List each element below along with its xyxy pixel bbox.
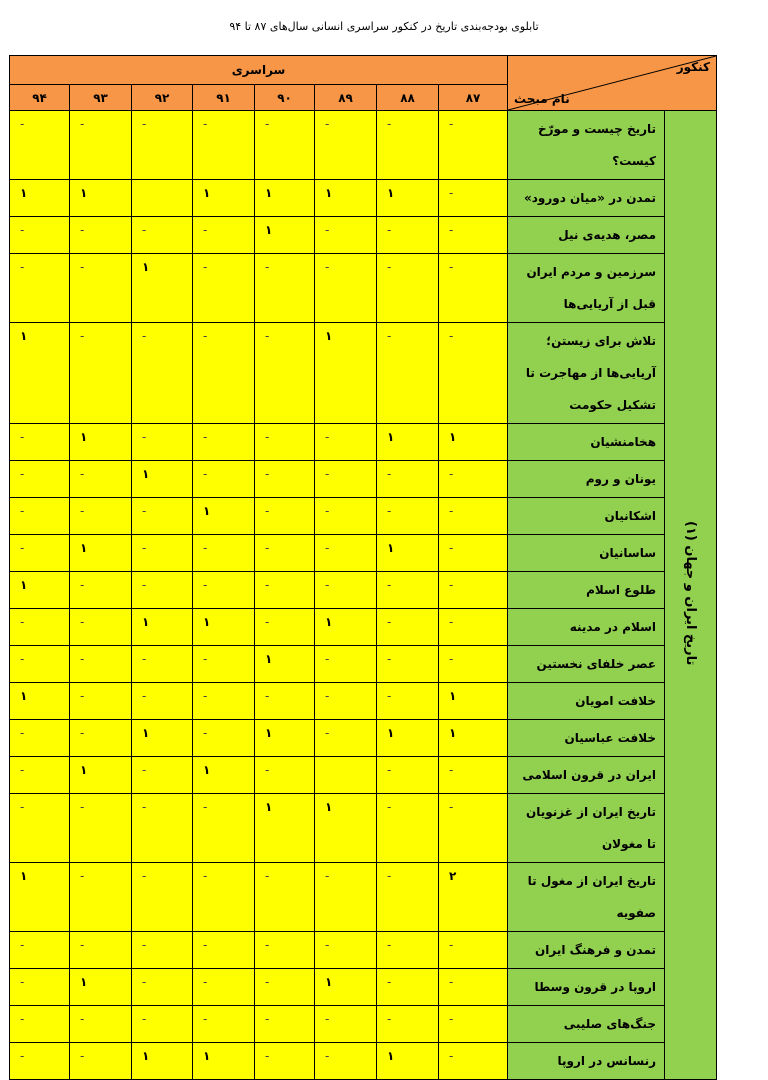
value-cell: - (315, 1043, 377, 1080)
value-cell: - (10, 794, 70, 863)
value-cell: - (10, 217, 70, 254)
value-cell: - (132, 757, 193, 794)
value-cell: - (70, 932, 132, 969)
value-cell: - (132, 1006, 193, 1043)
table-row (10, 535, 717, 572)
topic-cell: سرزمین و مردم ایران قبل از آریایی‌ها (508, 254, 665, 323)
value-cell: - (70, 217, 132, 254)
value-cell: - (10, 1006, 70, 1043)
value-cell: - (132, 646, 193, 683)
topic-cell: اشکانیان (508, 498, 665, 535)
topic-cell: هخامنشیان (508, 424, 665, 461)
value-cell: ۱ (315, 323, 377, 424)
value-cell (315, 757, 377, 794)
value-cell: - (315, 254, 377, 323)
table-row (10, 217, 717, 254)
table-row (10, 720, 717, 757)
value-cell: - (377, 646, 439, 683)
value-cell: ۱ (377, 1043, 439, 1080)
value-cell: - (255, 498, 315, 535)
value-cell: - (377, 683, 439, 720)
category-cell (665, 111, 717, 1080)
table-row (10, 572, 717, 609)
value-cell: - (439, 932, 508, 969)
value-cell: ۱ (193, 609, 255, 646)
value-cell: ۱ (377, 424, 439, 461)
value-cell: - (255, 424, 315, 461)
value-cell: - (70, 323, 132, 424)
table-row (10, 498, 717, 535)
value-cell: - (255, 1043, 315, 1080)
value-cell: ۱ (377, 535, 439, 572)
table-row (10, 461, 717, 498)
value-cell: ۱ (70, 757, 132, 794)
value-cell: - (70, 111, 132, 180)
value-cell: - (377, 254, 439, 323)
value-cell: - (10, 720, 70, 757)
table-row (10, 863, 717, 932)
value-cell: ۱ (315, 609, 377, 646)
topic-cell: مصر، هدیه‌ی نیل (508, 217, 665, 254)
value-cell: - (70, 254, 132, 323)
value-cell: - (315, 424, 377, 461)
topic-cell: تمدن و فرهنگ ایران (508, 932, 665, 969)
value-cell: ۱ (255, 646, 315, 683)
topic-cell: عصر خلفای نخستین (508, 646, 665, 683)
value-cell: - (70, 683, 132, 720)
table-row (10, 683, 717, 720)
value-cell: - (439, 111, 508, 180)
value-cell: - (439, 1043, 508, 1080)
topic-cell: رنسانس در اروپا (508, 1043, 665, 1080)
value-cell: - (10, 969, 70, 1006)
value-cell: ۱ (10, 683, 70, 720)
budget-table (9, 55, 717, 1080)
value-cell: - (377, 794, 439, 863)
table-row (10, 111, 717, 180)
value-cell: - (377, 969, 439, 1006)
table-row (10, 609, 717, 646)
table-row (10, 1006, 717, 1043)
value-cell: - (70, 1043, 132, 1080)
value-cell: - (255, 111, 315, 180)
value-cell: - (10, 535, 70, 572)
value-cell: - (193, 646, 255, 683)
value-cell: - (439, 757, 508, 794)
value-cell: - (315, 1006, 377, 1043)
value-cell: - (439, 969, 508, 1006)
value-cell: - (255, 609, 315, 646)
value-cell: ۱ (132, 609, 193, 646)
topic-cell: جنگ‌های صلیبی (508, 1006, 665, 1043)
value-cell: ۱ (193, 757, 255, 794)
topic-cell: اسلام در مدینه (508, 609, 665, 646)
value-cell: - (377, 111, 439, 180)
value-cell: - (193, 572, 255, 609)
table-row (10, 323, 717, 424)
topic-cell: تاریخ ایران از مغول تا صفویه (508, 863, 665, 932)
value-cell: ۱ (255, 180, 315, 217)
value-cell: - (193, 535, 255, 572)
value-cell: - (70, 863, 132, 932)
year-header: ۹۴ (10, 85, 70, 111)
value-cell: - (193, 1006, 255, 1043)
value-cell: - (193, 424, 255, 461)
value-cell: - (315, 498, 377, 535)
value-cell: - (70, 609, 132, 646)
topic-cell: تمدن در «میان دورود» (508, 180, 665, 217)
value-cell: ۱ (193, 180, 255, 217)
header-corner (508, 56, 717, 111)
year-header: ۸۷ (439, 85, 508, 111)
value-cell: ۱ (10, 863, 70, 932)
value-cell: - (10, 646, 70, 683)
year-header: ۹۰ (255, 85, 315, 111)
value-cell: ۱ (193, 498, 255, 535)
value-cell: - (193, 863, 255, 932)
value-cell: - (377, 461, 439, 498)
value-cell: - (70, 720, 132, 757)
value-cell: - (377, 932, 439, 969)
value-cell: - (10, 757, 70, 794)
value-cell: - (10, 254, 70, 323)
value-cell: - (255, 932, 315, 969)
value-cell: - (255, 254, 315, 323)
value-cell: ۱ (315, 969, 377, 1006)
value-cell: - (132, 794, 193, 863)
table-row (10, 932, 717, 969)
value-cell: - (255, 535, 315, 572)
value-cell: - (255, 1006, 315, 1043)
value-cell: - (193, 969, 255, 1006)
value-cell: ۱ (377, 180, 439, 217)
value-cell: - (10, 111, 70, 180)
value-cell (132, 180, 193, 217)
value-cell: - (70, 498, 132, 535)
konkur-label: کنکور (676, 60, 711, 74)
value-cell: - (377, 572, 439, 609)
value-cell: ۱ (255, 720, 315, 757)
value-cell: - (132, 535, 193, 572)
value-cell: ۱ (439, 683, 508, 720)
value-cell: - (377, 863, 439, 932)
table-row (10, 969, 717, 1006)
value-cell: ۱ (70, 969, 132, 1006)
value-cell: ۱ (193, 1043, 255, 1080)
value-cell: ۱ (255, 217, 315, 254)
value-cell: - (10, 424, 70, 461)
value-cell: - (439, 535, 508, 572)
value-cell: ۱ (10, 180, 70, 217)
year-header: ۸۸ (377, 85, 439, 111)
group-header: سراسری (10, 56, 508, 85)
value-cell: ۲ (439, 863, 508, 932)
topic-cell: ساسانیان (508, 535, 665, 572)
value-cell: - (193, 217, 255, 254)
value-cell: - (70, 794, 132, 863)
value-cell: - (315, 535, 377, 572)
value-cell: - (377, 609, 439, 646)
topic-cell: تلاش برای زیستن؛ آریایی‌ها از مهاجرت تا تشکیل حکومت (508, 323, 665, 424)
value-cell: - (193, 111, 255, 180)
table-row (10, 757, 717, 794)
value-cell: - (193, 932, 255, 969)
table-row (10, 646, 717, 683)
value-cell: - (315, 217, 377, 254)
year-header: ۸۹ (315, 85, 377, 111)
value-cell: - (193, 254, 255, 323)
value-cell: - (193, 323, 255, 424)
table-row (10, 180, 717, 217)
value-cell: - (132, 498, 193, 535)
value-cell: - (315, 863, 377, 932)
value-cell: - (132, 932, 193, 969)
value-cell: - (132, 424, 193, 461)
category-label: تاریخ ایران و جهان (۱) (683, 520, 699, 666)
value-cell: - (315, 572, 377, 609)
value-cell: - (439, 461, 508, 498)
value-cell: - (439, 180, 508, 217)
value-cell: ۱ (255, 794, 315, 863)
topic-cell: ایران در قرون اسلامی (508, 757, 665, 794)
value-cell: - (439, 498, 508, 535)
topic-cell: تاریخ ایران از غزنویان تا مغولان (508, 794, 665, 863)
topic-cell: یونان و روم (508, 461, 665, 498)
value-cell: - (10, 498, 70, 535)
value-cell: ۱ (439, 720, 508, 757)
year-header: ۹۳ (70, 85, 132, 111)
value-cell: - (10, 461, 70, 498)
value-cell: - (255, 572, 315, 609)
value-cell: ۱ (132, 254, 193, 323)
table-row (10, 794, 717, 863)
value-cell: ۱ (10, 323, 70, 424)
value-cell: - (70, 1006, 132, 1043)
value-cell: ۱ (132, 461, 193, 498)
value-cell: - (255, 863, 315, 932)
value-cell: - (255, 757, 315, 794)
topic-column-label: نام مبحث (514, 92, 570, 106)
value-cell: - (315, 683, 377, 720)
value-cell: - (315, 720, 377, 757)
value-cell: - (193, 683, 255, 720)
topic-cell: خلافت امویان (508, 683, 665, 720)
value-cell: - (439, 609, 508, 646)
value-cell: ۱ (70, 180, 132, 217)
value-cell: - (132, 111, 193, 180)
value-cell: - (439, 1006, 508, 1043)
table-row (10, 1043, 717, 1080)
value-cell: - (70, 461, 132, 498)
value-cell: ۱ (315, 180, 377, 217)
topic-cell: اروپا در قرون وسطا (508, 969, 665, 1006)
value-cell: - (439, 217, 508, 254)
value-cell: - (439, 323, 508, 424)
value-cell: - (377, 498, 439, 535)
value-cell: - (439, 254, 508, 323)
year-header: ۹۱ (193, 85, 255, 111)
value-cell: - (439, 646, 508, 683)
value-cell: - (10, 1043, 70, 1080)
value-cell: - (10, 609, 70, 646)
value-cell: - (439, 794, 508, 863)
value-cell: - (377, 323, 439, 424)
value-cell: - (193, 461, 255, 498)
value-cell: - (255, 683, 315, 720)
value-cell: - (377, 1006, 439, 1043)
value-cell: ۱ (70, 424, 132, 461)
value-cell: - (10, 932, 70, 969)
value-cell: - (132, 572, 193, 609)
value-cell: - (255, 461, 315, 498)
value-cell: - (439, 572, 508, 609)
value-cell: - (132, 863, 193, 932)
page-title: تابلوی بودجه‌بندی تاریخ در کنکور سراسری انسانی سال‌های ۸۷ تا ۹۴ (229, 20, 539, 33)
value-cell: - (255, 969, 315, 1006)
value-cell: - (132, 969, 193, 1006)
topic-cell: طلوع اسلام (508, 572, 665, 609)
value-cell: ۱ (132, 1043, 193, 1080)
value-cell: - (377, 757, 439, 794)
value-cell: - (377, 217, 439, 254)
value-cell: ۱ (315, 794, 377, 863)
value-cell: ۱ (377, 720, 439, 757)
value-cell: ۱ (10, 572, 70, 609)
value-cell: - (132, 683, 193, 720)
topic-cell: تاریخ چیست و مورّخ کیست؟ (508, 111, 665, 180)
value-cell: ۱ (70, 535, 132, 572)
value-cell: - (70, 646, 132, 683)
value-cell: - (193, 794, 255, 863)
year-header: ۹۲ (132, 85, 193, 111)
value-cell: ۱ (439, 424, 508, 461)
value-cell: - (315, 461, 377, 498)
value-cell: - (315, 111, 377, 180)
table-row (10, 424, 717, 461)
topic-cell: خلافت عباسیان (508, 720, 665, 757)
value-cell: - (132, 217, 193, 254)
value-cell: - (70, 572, 132, 609)
value-cell: ۱ (132, 720, 193, 757)
value-cell: - (315, 932, 377, 969)
value-cell: - (255, 323, 315, 424)
table-row (10, 254, 717, 323)
value-cell: - (315, 646, 377, 683)
value-cell: - (193, 720, 255, 757)
value-cell: - (132, 323, 193, 424)
